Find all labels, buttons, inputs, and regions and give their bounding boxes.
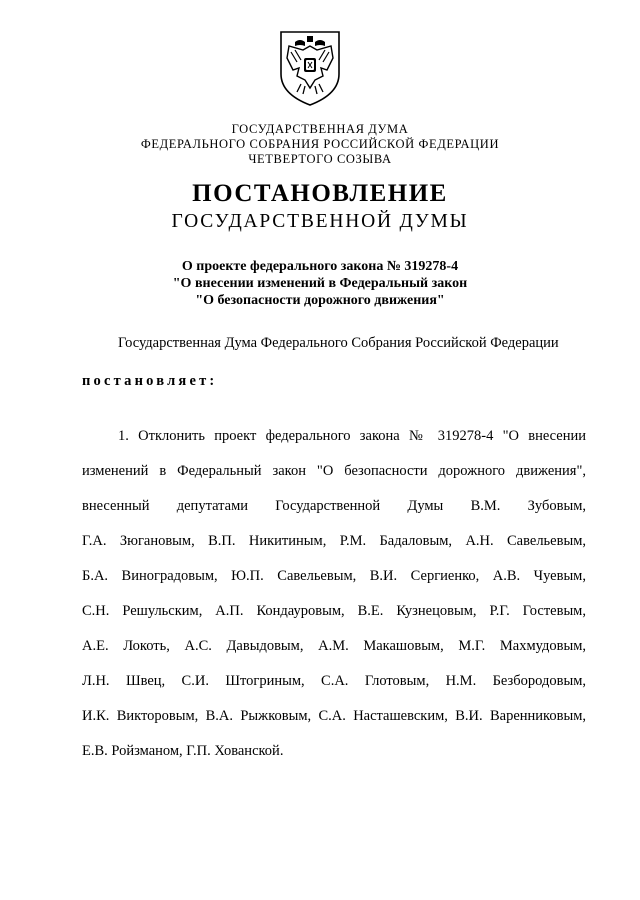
paragraph-line: Б.А. Виноградовым, Ю.П. Савельевым, В.И. Сергиенко, А.В. Чуевым, <box>82 568 586 584</box>
paragraph-line: А.Е. Локоть, А.С. Давыдовым, А.М. Макашовым, М.Г. Махмудовым, <box>82 638 586 654</box>
paragraph-line: С.Н. Решульским, А.П. Кондауровым, В.Е. Кузнецовым, Р.Г. Гостевым, <box>82 603 586 619</box>
subject-line-3: "О безопасности дорожного движения" <box>195 293 445 308</box>
issuer-line-1: ГОСУДАРСТВЕННАЯ ДУМА <box>231 122 409 136</box>
document-subtitle: ГОСУДАРСТВЕННОЙ ДУМЫ <box>171 211 469 232</box>
subject-line-1: О проекте федерального закона № 319278-4 <box>181 259 459 274</box>
preamble-text: Государственная Дума Федерального Собрания Российской Федерации <box>118 335 559 351</box>
coat-of-arms-icon <box>275 28 345 108</box>
paragraph-line: внесенный депутатами Государственной Думы В.М. Зубовым, <box>82 498 586 514</box>
issuer-line-3: ЧЕТВЕРТОГО СОЗЫВА <box>248 152 392 166</box>
paragraph-line-last: Е.В. Ройзманом, Г.П. Хованской. <box>82 743 284 759</box>
paragraph-line: 1. Отклонить проект федерального закона № 319278-4 "О внесении <box>118 428 586 444</box>
resolves-word: постановляет: <box>82 373 218 389</box>
paragraph-line: И.К. Викторовым, В.А. Рыжковым, С.А. Насташевским, В.И. Варенниковым, <box>82 708 586 724</box>
subject-line-2: "О внесении изменений в Федеральный закон <box>172 276 468 291</box>
paragraph-line: Л.Н. Швец, С.И. Штогриным, С.А. Глотовым, Н.М. Безбородовым, <box>82 673 586 689</box>
issuer-line-2: ФЕДЕРАЛЬНОГО СОБРАНИЯ РОССИЙСКОЙ ФЕДЕРАЦИИ <box>140 137 500 151</box>
document-title: ПОСТАНОВЛЕНИЕ <box>192 180 448 207</box>
paragraph-line: изменений в Федеральный закон "О безопасности дорожного движения", <box>82 463 586 479</box>
paragraph-line: Г.А. Зюгановым, В.П. Никитиным, Р.М. Бадаловым, А.Н. Савельевым, <box>82 533 586 549</box>
